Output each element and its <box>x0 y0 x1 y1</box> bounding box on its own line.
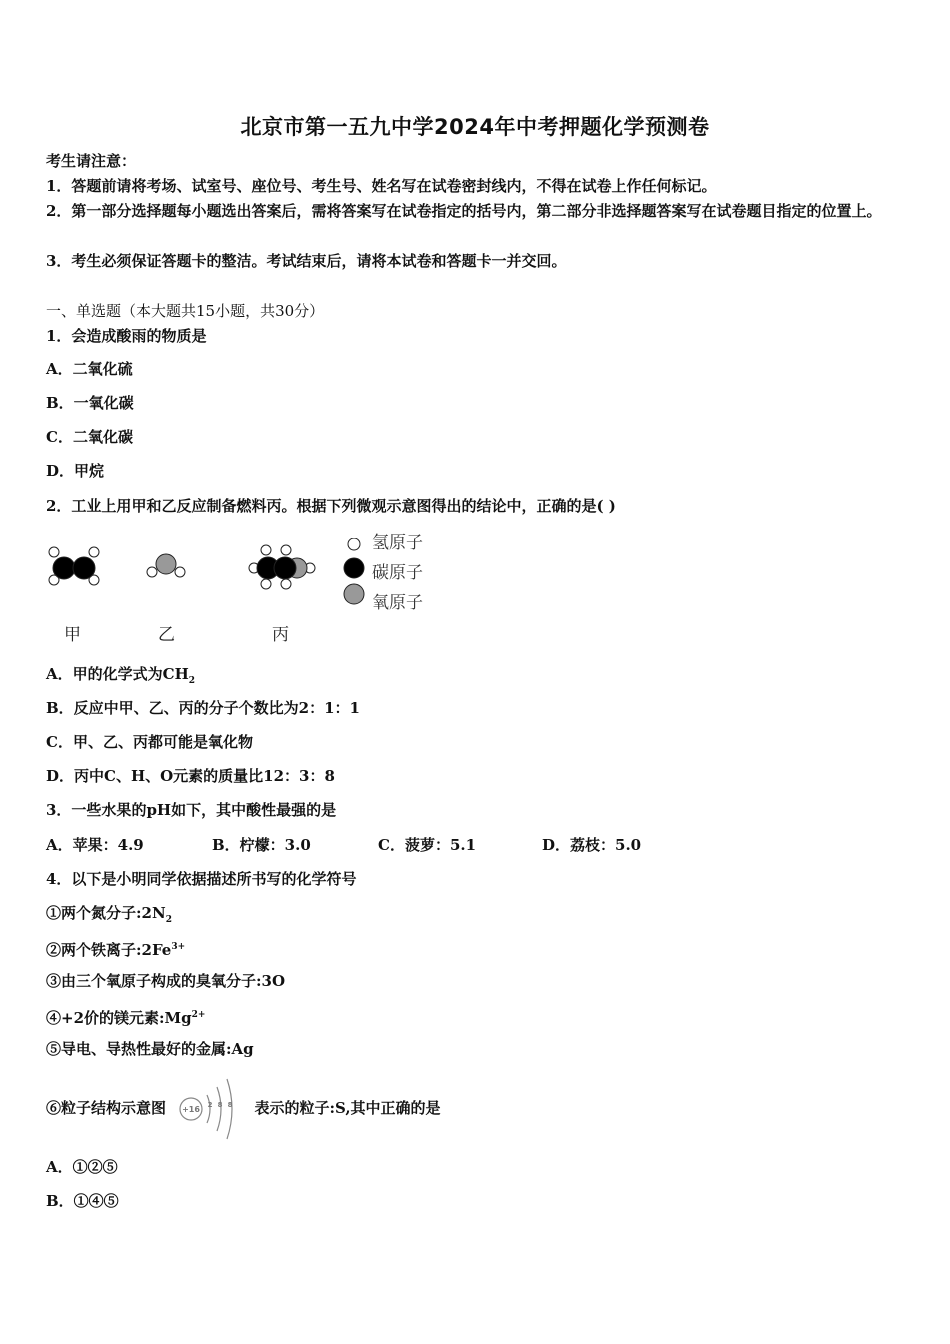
legend-oxygen-icon <box>344 584 364 604</box>
sulfur-ion-structure-diagram <box>177 1077 239 1141</box>
molecule-yi <box>147 554 185 577</box>
notice-item-2: 2．第一部分选择题每小题选出答案后，需将答案写在试卷指定的括号内，第二部分非选择题答案写在试卷题目指定的位置上。 <box>46 202 882 220</box>
q4-item-6 <box>46 1076 441 1140</box>
q3-option-c: C．菠萝：5.1 <box>378 836 477 854</box>
q3-option-a: A．苹果：4.9 <box>46 836 144 854</box>
q2-option-a-sub: 2 <box>188 676 196 686</box>
caption-bing: 丙 <box>272 625 289 645</box>
caption-jia: 甲 <box>64 625 81 645</box>
molecule-jia <box>49 547 99 585</box>
q4-item-4-text: ④+2价的镁元素:Mg <box>46 1009 192 1027</box>
q2-option-b: B．反应中甲、乙、丙的分子个数比为2：1：1 <box>46 699 360 717</box>
q4-item-2-text: ②两个铁离子:2Fe <box>46 941 172 959</box>
legend-hydrogen-icon <box>348 538 360 550</box>
shell-3-label: 8 <box>227 1101 233 1109</box>
molecule-bing <box>249 545 315 589</box>
q1-option-c: C．二氧化碳 <box>46 428 133 446</box>
q4-item-3: ③由三个氧原子构成的臭氧分子:3O <box>46 972 286 990</box>
q2-option-a-text: A．甲的化学式为CH <box>46 665 189 683</box>
q2-option-d: D．丙中C、H、O元素的质量比12：3：8 <box>46 767 335 785</box>
q1-stem: 1．会造成酸雨的物质是 <box>46 327 207 345</box>
q4-item-2 <box>46 937 185 960</box>
legend-oxygen-label: 氧原子 <box>372 593 423 613</box>
legend-hydrogen-label: 氢原子 <box>372 533 423 553</box>
q4-option-b: B．①④⑤ <box>46 1192 119 1210</box>
q4-item-1-text: ①两个氮分子:2N <box>46 904 166 922</box>
q1-option-d: D．甲烷 <box>46 462 105 480</box>
notice-item-3: 3．考生必须保证答题卡的整洁。考试结束后，请将本试卷和答题卡一并交回。 <box>46 252 567 270</box>
q3-option-b: B．柠檬：3.0 <box>212 836 311 854</box>
q4-item-1-sub: 2 <box>165 915 172 925</box>
molecule-diagram <box>40 533 460 648</box>
q3-option-d: D．荔枝：5.0 <box>542 836 642 854</box>
page-title: 北京市第一五九中学2024年中考押题化学预测卷 <box>240 115 710 139</box>
q4-item-4-sup: 2+ <box>191 1010 206 1020</box>
q3-stem: 3．一些水果的pH如下，其中酸性最强的是 <box>46 801 337 819</box>
q4-item-4 <box>46 1005 205 1028</box>
caption-yi: 乙 <box>158 625 175 645</box>
shell-1-label: 2 <box>207 1101 213 1109</box>
legend-carbon-label: 碳原子 <box>372 563 423 583</box>
q4-item-2-sup: 3+ <box>171 942 186 952</box>
notice-heading: 考生请注意： <box>46 152 137 170</box>
section-heading: 一、单选题（本大题共15小题，共30分） <box>46 302 325 320</box>
q4-stem: 4．以下是小明同学依据描述所书写的化学符号 <box>46 870 357 888</box>
notice-item-1: 1．答题前请将考场、试室号、座位号、考生号、姓名写在试卷密封线内，不得在试卷上作任何标记。 <box>46 177 717 195</box>
q4-item-1 <box>46 903 172 930</box>
q4-item-6-suffix: 表示的粒子:S,其中正确的是 <box>254 1099 441 1117</box>
q4-item-5: ⑤导电、导热性最好的金属:Ag <box>46 1040 254 1058</box>
legend-carbon-icon <box>344 558 364 578</box>
q4-option-a: A．①②⑤ <box>46 1158 118 1176</box>
shell-2-label: 8 <box>217 1101 223 1109</box>
q2-option-a <box>46 664 195 691</box>
q1-option-a: A．二氧化硫 <box>46 360 133 378</box>
q2-option-c: C．甲、乙、丙都可能是氧化物 <box>46 733 253 751</box>
nucleus-label: +16 <box>182 1105 201 1114</box>
q1-option-b: B．一氧化碳 <box>46 394 134 412</box>
q2-stem: 2．工业上用甲和乙反应制备燃料丙。根据下列微观示意图得出的结论中，正确的是( ) <box>46 497 616 515</box>
q4-item-6-prefix: ⑥粒子结构示意图 <box>46 1099 167 1117</box>
